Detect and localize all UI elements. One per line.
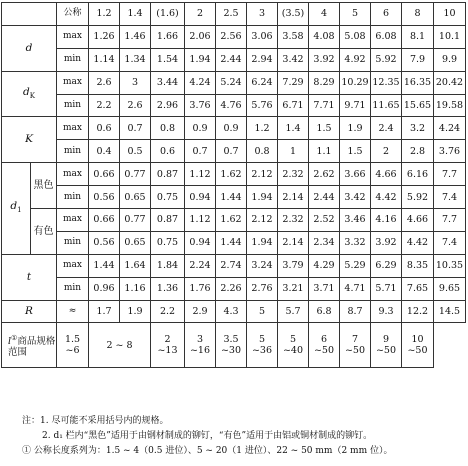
- value-cell: 0.96: [89, 277, 120, 300]
- parameter-symbol: [2, 254, 57, 300]
- value-cell: 0.5: [120, 140, 151, 163]
- value-cell: 7.71: [309, 94, 340, 117]
- value-cell: 5.7: [278, 300, 309, 323]
- value-cell: 19.58: [434, 94, 466, 117]
- value-cell: 20.42: [434, 71, 466, 94]
- value-cell: 2.6: [89, 71, 120, 94]
- rivet-dimension-table: [1, 2, 466, 368]
- value-cell: 0.56: [89, 186, 120, 209]
- value-cell: 6.08: [371, 25, 402, 48]
- value-cell: 4.24: [434, 117, 466, 140]
- value-cell: 0.6: [151, 140, 185, 163]
- table-row: [2, 117, 466, 140]
- value-cell: 1.46: [120, 25, 151, 48]
- corner-cell: [2, 3, 57, 26]
- value-cell: 4.16: [371, 209, 402, 232]
- value-cell: 3.42: [340, 186, 371, 209]
- value-cell: 1.16: [120, 277, 151, 300]
- table-row: [2, 25, 466, 48]
- size-header-cell: 4: [309, 3, 340, 26]
- length-range-cell: [151, 323, 185, 368]
- range-start: 2: [164, 334, 171, 346]
- size-header-cell: 2.5: [216, 3, 247, 26]
- value-cell: 3.42: [278, 48, 309, 71]
- range-start: 5: [289, 334, 297, 346]
- value-cell: 1.66: [151, 25, 185, 48]
- value-cell: 4.92: [340, 48, 371, 71]
- value-cell: 2.32: [278, 163, 309, 186]
- parameter-symbol: [2, 300, 57, 323]
- range-start: 3.5: [223, 334, 239, 346]
- symbol-letter: d: [25, 41, 33, 54]
- value-cell: 7.4: [434, 231, 466, 254]
- value-cell: 1.1: [309, 140, 340, 163]
- value-cell: 2.62: [309, 163, 340, 186]
- value-cell: 1.94: [247, 186, 278, 209]
- value-cell: 0.7: [185, 140, 216, 163]
- value-cell: 0.65: [120, 231, 151, 254]
- symbol-subscript: K: [29, 91, 35, 100]
- range-start: 6: [320, 334, 328, 346]
- table-row: [2, 140, 466, 163]
- length-range-cell: [340, 323, 371, 368]
- value-cell: 2.26: [216, 277, 247, 300]
- value-cell: 0.65: [120, 186, 151, 209]
- row-label: max: [57, 71, 89, 94]
- value-cell: 1.62: [216, 209, 247, 232]
- value-cell: 3.2: [402, 117, 434, 140]
- value-cell: 6.16: [402, 163, 434, 186]
- range-start: 9: [382, 334, 390, 346]
- value-cell: 4.42: [402, 231, 434, 254]
- symbol-subscript: 1: [17, 206, 22, 215]
- value-cell: 2.8: [402, 140, 434, 163]
- table-notes: [22, 414, 462, 459]
- value-cell: 2.34: [309, 231, 340, 254]
- range-start: 10: [411, 334, 424, 346]
- value-cell: 8.35: [402, 254, 434, 277]
- value-cell: 0.4: [89, 140, 120, 163]
- value-cell: 1.9: [340, 117, 371, 140]
- value-cell: 1.84: [151, 254, 185, 277]
- value-cell: 0.87: [151, 163, 185, 186]
- value-cell: 2.12: [247, 163, 278, 186]
- value-cell: 5.76: [247, 94, 278, 117]
- header-row: [2, 3, 466, 26]
- note-3: ① 公称长度系列为：1.5 ~ 4（0.5 进位）、5 ~ 20（1 进位）、22 ~ 50 mm（2 mm 位）。: [22, 446, 393, 456]
- value-cell: 0.77: [120, 209, 151, 232]
- range-end: ~30: [220, 345, 242, 357]
- value-cell: 0.9: [185, 117, 216, 140]
- value-cell: 0.94: [185, 231, 216, 254]
- table-row: [2, 48, 466, 71]
- value-cell: 0.66: [89, 163, 120, 186]
- size-header-cell: 10: [434, 3, 466, 26]
- length-range-cell: [309, 323, 340, 368]
- value-cell: 1.64: [120, 254, 151, 277]
- table-row: [2, 209, 466, 232]
- range-end: ~6: [65, 345, 80, 357]
- length-range-cell: [247, 323, 278, 368]
- value-cell: 0.94: [185, 186, 216, 209]
- value-cell: 12.2: [402, 300, 434, 323]
- value-cell: 9.9: [434, 48, 466, 71]
- symbol-letter: d: [23, 85, 30, 98]
- range-end: ~50: [313, 345, 335, 357]
- value-cell: 16.35: [402, 71, 434, 94]
- value-cell: 2.2: [151, 300, 185, 323]
- table-row: [2, 254, 466, 277]
- value-cell: 9.65: [434, 277, 466, 300]
- value-cell: 0.66: [89, 209, 120, 232]
- row-label: min: [57, 48, 89, 71]
- value-cell: 1.94: [247, 231, 278, 254]
- value-cell: 6.29: [371, 254, 402, 277]
- value-cell: 0.7: [120, 117, 151, 140]
- value-cell: 5.29: [340, 254, 371, 277]
- range-end: ~40: [282, 345, 304, 357]
- value-cell: 1.44: [216, 231, 247, 254]
- value-cell: 0.87: [151, 209, 185, 232]
- value-cell: 1.62: [216, 163, 247, 186]
- row-label: max: [57, 117, 89, 140]
- footnote-marker: ①: [11, 333, 18, 342]
- range-end: ~36: [251, 345, 273, 357]
- range-start: 3: [196, 334, 204, 346]
- row-label: min: [57, 231, 89, 254]
- value-cell: 4.66: [371, 163, 402, 186]
- value-cell: 2.12: [247, 209, 278, 232]
- value-cell: 1.5: [309, 117, 340, 140]
- row-label: min: [57, 186, 89, 209]
- value-cell: 2.24: [185, 254, 216, 277]
- row-label: min: [57, 277, 89, 300]
- value-cell: 1.4: [278, 117, 309, 140]
- row-label: max: [57, 25, 89, 48]
- value-cell: 9.71: [340, 94, 371, 117]
- value-cell: 2.74: [216, 254, 247, 277]
- size-header-cell: (1.6): [151, 3, 185, 26]
- value-cell: 14.5: [434, 300, 466, 323]
- value-cell: 5.92: [402, 186, 434, 209]
- value-cell: 2.44: [216, 48, 247, 71]
- value-cell: 1: [278, 140, 309, 163]
- table-row: [2, 231, 466, 254]
- table-body: [2, 3, 466, 368]
- range-end: ~50: [375, 345, 397, 357]
- length-label-cell: [2, 323, 57, 368]
- note-2: 2. d₁ 栏内“黑色”适用于由钢材制成的铆钉，“有色”适用于由铝或铜材制成的铆钉。: [42, 431, 373, 441]
- value-cell: 0.6: [89, 117, 120, 140]
- value-cell: 5.92: [371, 48, 402, 71]
- value-cell: 6.24: [247, 71, 278, 94]
- parameter-symbol: [2, 71, 57, 117]
- material-label: 有色: [31, 209, 57, 255]
- length-range-cell: [216, 323, 247, 368]
- value-cell: 4.08: [309, 25, 340, 48]
- value-cell: 3.79: [278, 254, 309, 277]
- value-cell: 15.65: [402, 94, 434, 117]
- value-cell: 0.75: [151, 186, 185, 209]
- length-range-cell: [402, 323, 434, 368]
- value-cell: 3.92: [371, 231, 402, 254]
- symbol-letter: d: [10, 199, 18, 212]
- value-cell: 1.7: [89, 300, 120, 323]
- length-range-row: [2, 323, 466, 368]
- value-cell: 3.46: [340, 209, 371, 232]
- value-cell: 3.32: [340, 231, 371, 254]
- length-range-cell: [57, 323, 89, 368]
- value-cell: 5: [247, 300, 278, 323]
- note-1: 注：1. 尽可能不采用括号内的规格。: [22, 416, 169, 426]
- value-cell: 2.44: [309, 186, 340, 209]
- value-cell: 7.7: [434, 163, 466, 186]
- range-end: ~50: [407, 345, 428, 357]
- symbol-letter: K: [25, 133, 33, 146]
- value-cell: 4.3: [216, 300, 247, 323]
- value-cell: 1.26: [89, 25, 120, 48]
- row-label: max: [57, 163, 89, 186]
- value-cell: 2.2: [89, 94, 120, 117]
- value-cell: 0.9: [216, 117, 247, 140]
- table-row: [2, 71, 466, 94]
- size-header-cell: 8: [402, 3, 434, 26]
- value-cell: 1.12: [185, 209, 216, 232]
- value-cell: 7.7: [434, 209, 466, 232]
- value-cell: 10.29: [340, 71, 371, 94]
- value-cell: 0.8: [247, 140, 278, 163]
- value-cell: 0.7: [216, 140, 247, 163]
- size-header-cell: 1.2: [89, 3, 120, 26]
- value-cell: 1.94: [185, 48, 216, 71]
- value-cell: 12.35: [371, 71, 402, 94]
- value-cell: 7.65: [402, 277, 434, 300]
- value-cell: 3.44: [151, 71, 185, 94]
- row-label: max: [57, 209, 89, 232]
- value-cell: 2: [371, 140, 402, 163]
- symbol-letter: l: [8, 336, 12, 348]
- value-cell: 4.24: [185, 71, 216, 94]
- value-cell: 2.6: [120, 94, 151, 117]
- value-cell: 8.7: [340, 300, 371, 323]
- size-header-cell: 1.4: [120, 3, 151, 26]
- value-cell: 1.44: [216, 186, 247, 209]
- value-cell: 3.66: [340, 163, 371, 186]
- value-cell: 8.1: [402, 25, 434, 48]
- table-row: [2, 186, 466, 209]
- value-cell: 2.76: [247, 277, 278, 300]
- value-cell: 1.5: [340, 140, 371, 163]
- value-cell: 1.14: [89, 48, 120, 71]
- value-cell: 7.9: [402, 48, 434, 71]
- value-cell: 1.9: [120, 300, 151, 323]
- parameter-symbol: [2, 25, 57, 71]
- value-cell: 1.76: [185, 277, 216, 300]
- row-label: min: [57, 94, 89, 117]
- value-cell: 4.42: [371, 186, 402, 209]
- value-cell: 2.56: [216, 25, 247, 48]
- range-end: ~13: [157, 345, 178, 357]
- range-start: 5: [258, 334, 266, 346]
- range-start: 1.5: [64, 334, 81, 346]
- value-cell: 3.21: [278, 277, 309, 300]
- value-cell: 2.4: [371, 117, 402, 140]
- row-label: min: [57, 140, 89, 163]
- value-cell: 2.14: [278, 186, 309, 209]
- material-label: 黑色: [31, 163, 57, 209]
- value-cell: 7.29: [278, 71, 309, 94]
- value-cell: 8.29: [309, 71, 340, 94]
- range-end: ~16: [189, 345, 211, 357]
- value-cell: 2.52: [309, 209, 340, 232]
- value-cell: 9.3: [371, 300, 402, 323]
- row-label: max: [57, 254, 89, 277]
- value-cell: 1.12: [185, 163, 216, 186]
- value-cell: 2.94: [247, 48, 278, 71]
- value-cell: 2.9: [185, 300, 216, 323]
- table-row: [2, 163, 466, 186]
- value-cell: 0.77: [120, 163, 151, 186]
- value-cell: 3: [120, 71, 151, 94]
- value-cell: 6.8: [309, 300, 340, 323]
- range-end: ~50: [344, 345, 366, 357]
- table-row: [2, 94, 466, 117]
- length-range-cell: [278, 323, 309, 368]
- value-cell: 5.24: [216, 71, 247, 94]
- size-header-cell: 3: [247, 3, 278, 26]
- value-cell: 5.71: [371, 277, 402, 300]
- value-cell: 0.75: [151, 231, 185, 254]
- value-cell: 11.65: [371, 94, 402, 117]
- value-cell: 10.1: [434, 25, 466, 48]
- size-header-cell: 6: [371, 3, 402, 26]
- value-cell: 2.32: [278, 209, 309, 232]
- length-range-cell: [185, 323, 216, 368]
- length-range-cell: [371, 323, 402, 368]
- value-cell: 0.8: [151, 117, 185, 140]
- value-cell: 2.06: [185, 25, 216, 48]
- value-cell: 2.96: [151, 94, 185, 117]
- value-cell: 5.08: [340, 25, 371, 48]
- symbol-letter: t: [26, 270, 32, 283]
- length-label: 商品规格范围: [8, 336, 56, 359]
- value-cell: 10.35: [434, 254, 466, 277]
- value-cell: 4.76: [216, 94, 247, 117]
- value-cell: 7.4: [434, 186, 466, 209]
- length-range-cell: 2 ~ 8: [89, 323, 151, 368]
- value-cell: 3.58: [278, 25, 309, 48]
- value-cell: 4.29: [309, 254, 340, 277]
- size-header-cell: 2: [185, 3, 216, 26]
- value-cell: 0.56: [89, 231, 120, 254]
- table-row: [2, 300, 466, 323]
- row-label: ≈: [57, 300, 89, 323]
- value-cell: 3.71: [309, 277, 340, 300]
- value-cell: 1.54: [151, 48, 185, 71]
- table-row: [2, 277, 466, 300]
- value-cell: 1.2: [247, 117, 278, 140]
- value-cell: 3.06: [247, 25, 278, 48]
- symbol-letter: R: [25, 305, 33, 318]
- value-cell: 4.66: [402, 209, 434, 232]
- value-cell: 3.92: [309, 48, 340, 71]
- size-header-cell: 5: [340, 3, 371, 26]
- value-cell: 1.36: [151, 277, 185, 300]
- value-cell: 1.44: [89, 254, 120, 277]
- value-cell: 4.71: [340, 277, 371, 300]
- parameter-symbol: [2, 117, 57, 163]
- value-cell: 3.76: [434, 140, 466, 163]
- value-cell: 3.24: [247, 254, 278, 277]
- range-start: 7: [351, 334, 359, 346]
- value-cell: 6.71: [278, 94, 309, 117]
- parameter-symbol: [2, 163, 31, 255]
- size-header-cell: (3.5): [278, 3, 309, 26]
- header-label: 公称: [57, 3, 89, 26]
- value-cell: 2.14: [278, 231, 309, 254]
- value-cell: 1.34: [120, 48, 151, 71]
- value-cell: 3.76: [185, 94, 216, 117]
